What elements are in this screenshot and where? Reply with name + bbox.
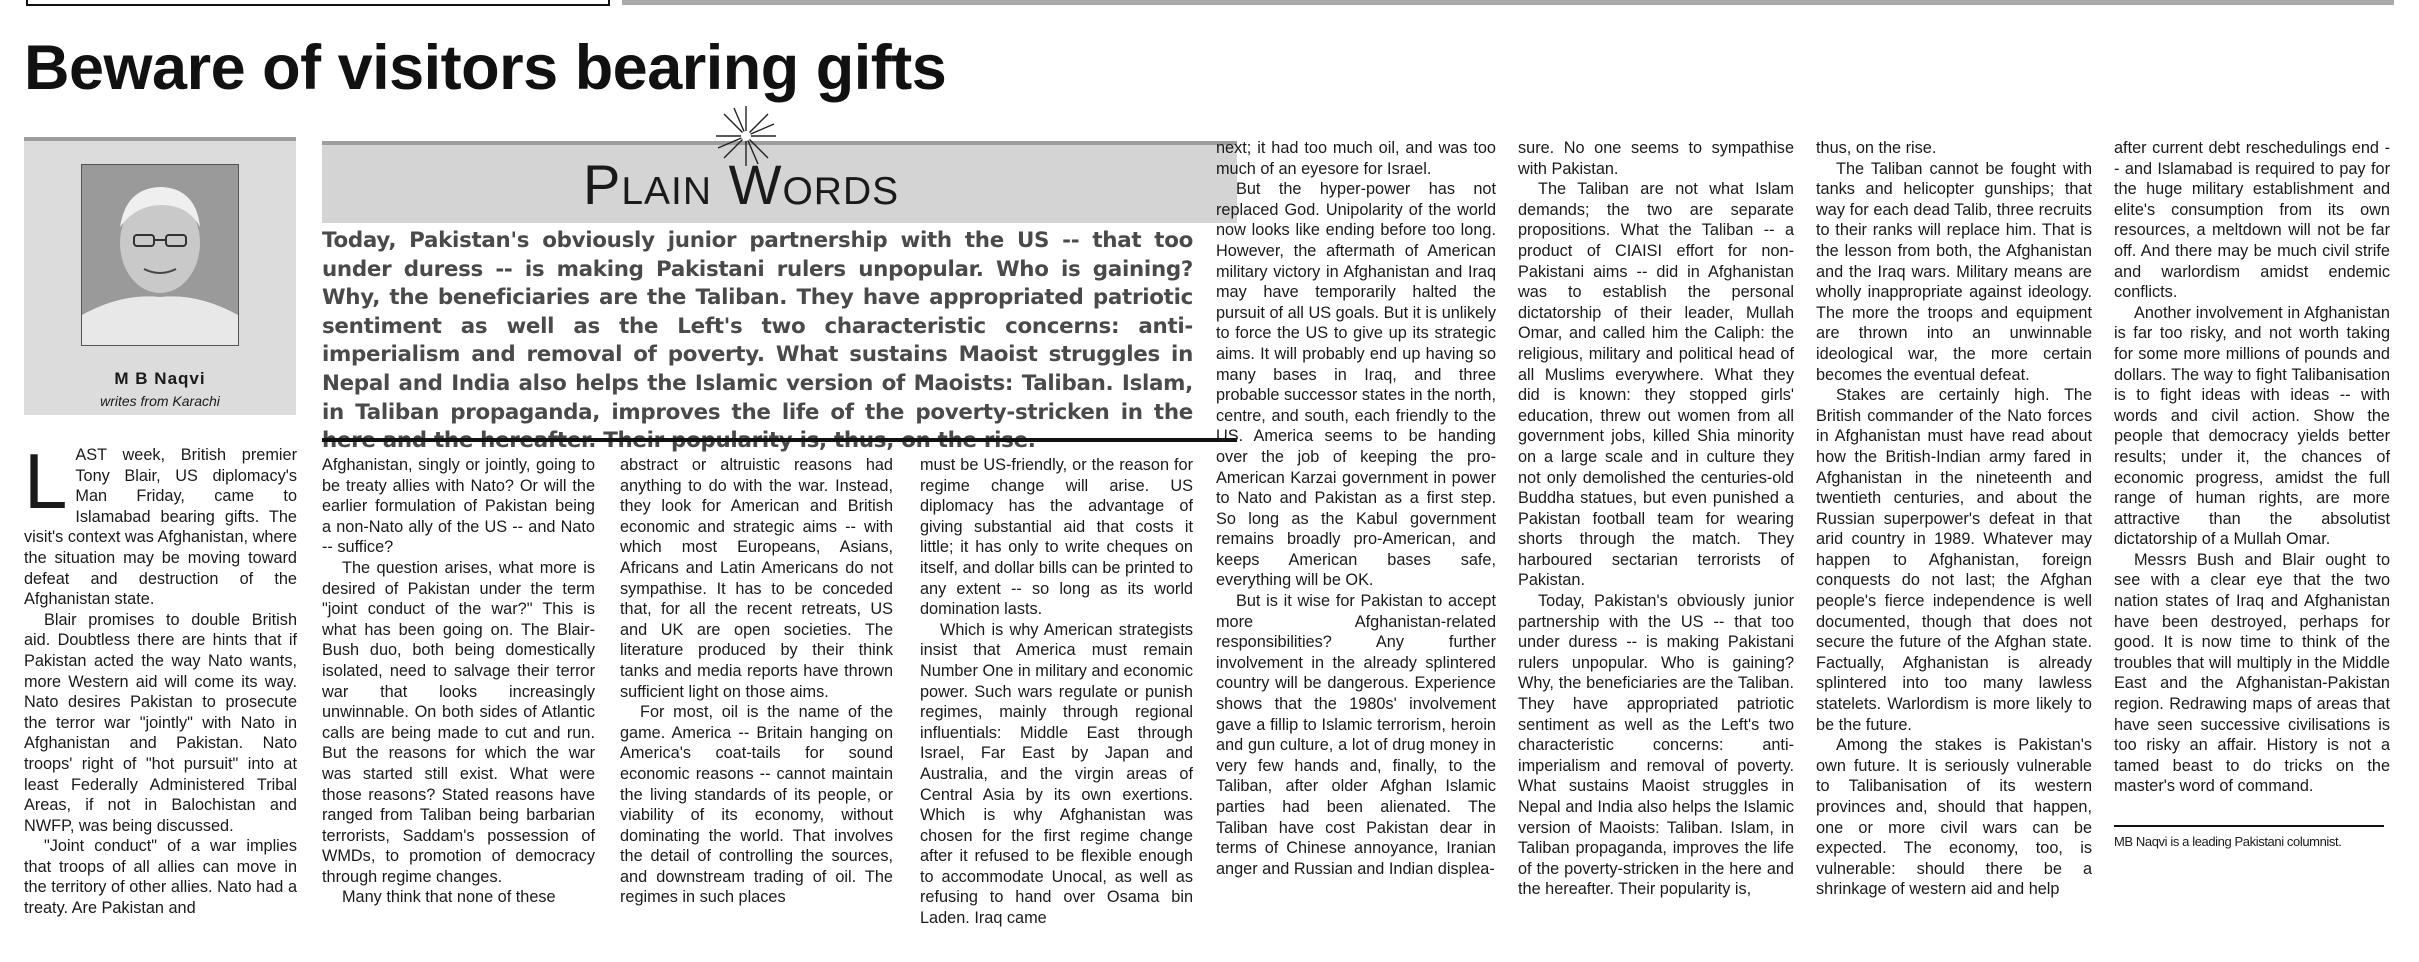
paragraph: "Joint conduct" of a war implies that troops of all allies can move in the territory of other allies. Nato had a treaty. Are Pakistan and	[24, 837, 297, 918]
section-banner-title: Plain Words	[583, 153, 900, 216]
paragraph: Afghanistan, singly or jointly, going to be treaty allies with Nato? Or will the earlier formulation of Pakistan being a non-Nato ally of the US -- and Nato -- suffice?	[322, 456, 595, 557]
body-column-5	[1216, 138, 1496, 879]
author-name: M B Naqvi	[114, 369, 206, 388]
paragraph: The question arises, what more is desired of Pakistan under the term "joint conduct of the war?" This is what has been going on. The Blair-Bush duo, both being domestically isolated, need to salvage their terror war that looks increasingly unwinnable. On both sides of Atlantic calls are being made to cut and run. But the reasons for which the war was started still exist. What were those reasons? Stated reasons have ranged from Taliban being barbarian terrorists, Saddam's possession of WMDs, to promotion of democracy through regime changes.	[322, 558, 595, 886]
end-rule	[2114, 825, 2384, 827]
author-box	[24, 137, 296, 415]
top-frame-rule	[26, 0, 610, 6]
body-column-1	[24, 437, 297, 919]
body-column-4	[920, 455, 1193, 929]
paragraph: sure. No one seems to sympathise with Pakistan.	[1518, 139, 1794, 178]
paragraph: Among the stakes is Pakistan's own future. It is seriously vulnerable to Talibanisation of its western provinces and, should that happen, one or more civil wars can be expected. The economy, too, is vulnerable: should there be a shrinkage of western aid and help	[1816, 736, 2092, 899]
paragraph: next; it had too much oil, and was too much of an eyesore for Israel.	[1216, 139, 1496, 178]
paragraph: Many think that none of these	[342, 888, 556, 907]
paragraph: thus, on the rise.	[1816, 139, 1937, 157]
body-column-3	[620, 455, 893, 908]
paragraph: The Taliban are not what Islam demands; the two are separate propositions. What the Taliban -- a product of CIAISI effort for non-Pakistani aims -- did in Afghanistan was to establish the personal dictatorship of their leader, Mullah Omar, and called him the Caliph: the religious, military and political head of all Muslims everywhere. What they did is known: they stopped girls' education, threw out women from all government jobs, killed Shia minority on a large scale and in culture they not only demolished the centuries-old Buddha statues, but even punished a Pakistan football team for wearing shorts through the match. They harboured sectarian terrorists of Pakistan.	[1518, 180, 1794, 590]
paragraph: must be US-friendly, or the reason for regime change will arise. US diplomacy has the advantage of giving substantial aid that costs it little; it has only to write cheques on itself, and dollar bills can be printed to any extent -- so long as its world domination lasts.	[920, 456, 1193, 619]
paragraph: LAST week, British premier Tony Blair, US diplomacy's Man Friday, came to Islamabad bearing gifts. The visit's context was Afghanistan, where the situation may be moving toward defeat and destruction of the Afghanistan state.	[24, 437, 297, 609]
author-subtitle: writes from Karachi	[100, 393, 220, 409]
paragraph: abstract or altruistic reasons had anything to do with the war. Instead, they look for American and British economic and strategic aims -- with which most Europeans, Asians, Africans and Latin Americans do not sympathise. It has to be conceded that, for all the recent retreats, US and UK are open societies. The literature produced by their think tanks and media reports have thrown sufficient light on those aims.	[620, 456, 893, 701]
dropcap: L	[24, 437, 68, 525]
paragraph: after current debt reschedulings end -- and Islamabad is required to pay for the huge military establishment and elite's consumption from its own resources, a meltdown will not be far off. And there may be much civil strife and warlordism amidst endemic conflicts.	[2114, 139, 2390, 302]
author-footnote: MB Naqvi is a leading Pakistani columnist.	[2114, 834, 2342, 849]
paragraph: But the hyper-power has not replaced God. Unipolarity of the world now looks like ending before too long. However, the aftermath of American military victory in Afghanistan and Iraq may have temporarily halted the pursuit of all US goals. But it is unlikely to force the US to give up its strategic aims. It will probably end up having so many bases in Iraq, and three probable successor states in the north, centre, and south, each friendly to the US. America seems to be handing over the job of keeping the pro-American Karzai government in power to Nato and Pakistan as a first step. So long as the Kabul government remains broadly pro-American, and keeps American bases safe, everything will be OK.	[1216, 180, 1496, 590]
paragraph: Blair promises to double British aid. Doubtless there are hints that if Pakistan acted the way Nato wants, more Western aid will come its way. Nato desires Pakistan to prosecute the terror war "jointly" with Nato in Afghanistan and Pakistan. Nato troops' right of "hot pursuit" into at least Federally Administered Tribal Areas, if not in Balochistan and NWFP, was being discussed.	[24, 610, 297, 835]
paragraph: Stakes are certainly high. The British commander of the Nato forces in Afghanistan must have read about how the British-Indian army fared in Afghanistan in the nineteenth and twentieth centuries, and about the Russian superpower's defeat in that arid country in 1989. Whatever may happen to Afghanistan, foreign conquests do not last; the Afghan people's fierce independence is well documented, though that does not secure the future of the Afghan state. Factually, Afghanistan is already splintered into too many lawless statelets. Warlordism is more likely to be the future.	[1816, 386, 2092, 734]
paragraph: But is it wise for Pakistan to accept more Afghanistan-related responsibilities? Any further involvement in the already splintered country will be dangerous. Experience shows that the 1980s' involvement gave a fillip to Islamic terrorism, heroin and gun culture, a lot of drug money in very few hands and, finally, to the Taliban, after older Afghan Islamic parties had been alienated. The Taliban have cost Pakistan dear in terms of Chinese annoyance, Iranian anger and Russian and Indian displea-	[1216, 592, 1496, 878]
body-column-6	[1518, 138, 1794, 900]
paragraph: Today, Pakistan's obviously junior partnership with the US -- that too under duress -- is making Pakistani rulers unpopular. Who is gaining? Why, the beneficiaries are the Taliban. They have appropriated patriotic sentiment as well as the Left's two characteristic concerns: anti-imperialism and removal of poverty. What sustains Maoist struggles in Nepal and India also helps the Islamic version of Maoists: Taliban. Islam, in Taliban propaganda, improves the life of the poverty-stricken in the here and the hereafter. Their popularity is,	[1518, 592, 1794, 899]
author-portrait-icon	[82, 165, 238, 345]
top-grey-rule	[622, 0, 2394, 5]
paragraph: Messrs Bush and Blair ought to see with a clear eye that the two nation states of Iraq and Afghanistan have been destroyed, perhaps for good. It is now time to think of the troubles that will multiply in the Middle East and the Afghanistan-Pakistan region. Redrawing maps of areas that have seen successive civilisations is too risky an affair. History is not a tamed beast to do tricks on the master's word of command.	[2114, 550, 2390, 796]
body-column-8	[2114, 138, 2390, 797]
standfirst-rule	[322, 438, 1237, 442]
paragraph: Which is why American strategists insist that America must remain Number One in military and economic power. Such wars regulate or punish regimes, mainly through regional influentials: Middle East through Israel, Far East by Japan and Australia, and the virgin areas of Central Asia by its own exertions. Which is why Afghanistan was chosen for the first regime change after it refused to be flexible enough to accommodate Unocal, as well as refusing to hand over Osama bin Laden. Iraq came	[920, 620, 1193, 928]
paragraph: The Taliban cannot be fought with tanks and helicopter gunships; that way for each dead Talib, three recruits to their ranks will replace him. That is the lesson from both, the Afghanistan and the Iraq wars. Military means are wholly inappropriate against ideology. The more the troops and equipment are thrown into an unwinnable ideological war, the more certain becomes the eventual defeat.	[1816, 159, 2092, 384]
body-column-7	[1816, 138, 2092, 900]
paragraph: Another involvement in Afghanistan is far too risky, and not worth taking for some more millions of pounds and dollars. The way to fight Talibanisation is to fight ideas with ideas -- with words and civil action. Show the people that democracy yields better results; under it, the chances of economic progress, amidst the full range of human rights, are more attractive than the absolutist dictatorship of a Mullah Omar.	[2114, 303, 2390, 549]
paragraph: For most, oil is the name of the game. America -- Britain hanging on America's coat-tails for sound economic reasons -- cannot maintain the living standards of its people, or viability of its economy, without dominating the world. That involves the detail of controlling the sources, and downstream trading of oil. The regimes in such places	[620, 703, 893, 907]
standfirst: Today, Pakistan's obviously junior partnership with the US -- that too under duress -- is making Pakistani rulers unpopular. Who is gaining? Why, the beneficiaries are the Taliban. They have appropriated patriotic sentiment as well as the Left's two characteristic concerns: anti-imperialism and removal of poverty. What sustains Maoist struggles in Nepal and India also helps the Islamic version of Maoists: Taliban. Islam, in Taliban propaganda, improves the life of the poverty-stricken in the	[322, 228, 1193, 425]
author-photo	[81, 164, 239, 346]
headline: Beware of visitors bearing gifts	[24, 33, 947, 103]
body-column-2	[322, 455, 595, 908]
